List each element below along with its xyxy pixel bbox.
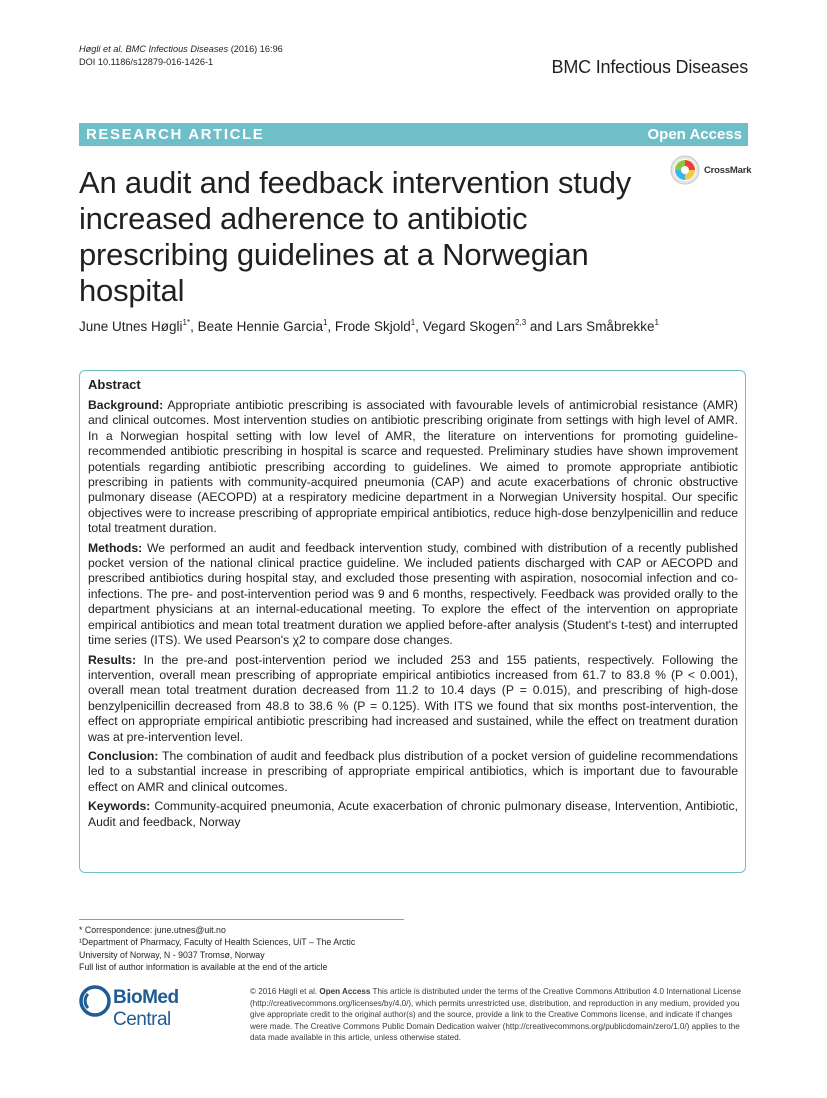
crossmark-label: CrossMark xyxy=(704,165,752,176)
article-type: RESEARCH ARTICLE xyxy=(86,126,265,143)
citation-volume: (2016) 16:96 xyxy=(230,44,283,54)
abstract-methods: Methods: We performed an audit and feedback intervention study, combined with distribution of a recently published pocket version of the national clinical practice guideline. We included patients discharged with CAP or AECOPD and prescribed antibiotics during hospital stay, and excluded those presenting with aspiration, nosocomial infection and co-infections. The pre- and post-intervention period was 9 and 6 months, respectively. Feedback was provided orally to the department physicians at an internal-educational meeting. To explore the effect of the intervention on appropriate empirical antibiotics and mean total treatment duration we applied before-after analysis (Student's t-test) and interrupted time series (ITS). We used Pearson's χ2 to compare dose changes. xyxy=(88,540,738,648)
footnote-divider xyxy=(79,919,404,920)
abstract-box xyxy=(79,370,746,873)
abstract-background: Background: Appropriate antibiotic prescribing is associated with favourable levels of antimicrobial resistance (AMR) and clinical outcomes. Most intervention studies on antibiotic prescribing originate from settings with high level of AMR. In a Norwegian hospital setting with low level of AMR, the literature on interventions for promoting guideline-recommended antibiotic prescribing in hospital is scarce and requested. Preliminary studies have shown improvement potentials regarding antibiotic prescribing according to guidelines. We aimed to promote appropriate antibiotic prescribing in patients with community-acquired pneumonia (CAP) and acute exacerbations of chronic obstructive pulmonary disease (AECOPD) at a respiratory medicine department in a Norwegian University hospital. Our specific objectives were to increase prescribing of appropriate empirical antibiotics, reduce high-dose benzylpenicillin and reduce total treatment duration. xyxy=(88,398,738,536)
author: Frode Skjold$^1$ xyxy=(334,318,416,334)
article-title: An audit and feedback intervention study increased adherence to antibiotic prescribing guidelines at a Norwegian hospital xyxy=(79,165,632,308)
citation-header xyxy=(79,43,283,69)
citation-journal: BMC Infectious Diseases xyxy=(125,44,229,54)
license-text: © 2016 Høgli et al. Open Access This article is distributed under the terms of the Creative Commons Attribution 4.0 International License (http://creativecommons.org/licenses/by/4.0/), which permits unrestricted use, distribution, and reproduction in any medium, provided you give appropriate credit to the original author(s) and the source, provide a link to the Creative Commons license, and indicate if changes were made. The Creative Commons Public Domain Dedication waiver (http://creativecommons.org/publicdomain/zero/1.0/) applies to the data made available in this article, unless otherwise stated. xyxy=(250,987,741,1043)
doi[interactable]: DOI 10.1186/s12879-016-1426-1 xyxy=(79,57,214,67)
citation-authors: Høgli et al. xyxy=(79,44,123,54)
open-access-label[interactable]: Open Access xyxy=(647,126,742,143)
abstract-heading: Abstract xyxy=(88,377,141,392)
journal-name: BMC Infectious Diseases xyxy=(551,57,748,77)
biomed-central-icon xyxy=(79,985,111,1017)
crossmark-badge[interactable] xyxy=(670,155,760,185)
biomed-central-logo[interactable] xyxy=(79,983,239,1030)
author: Vegard Skogen$^{2,3}$ xyxy=(422,318,527,334)
author: June Utnes Høgli$^{1*}$ xyxy=(79,318,191,334)
correspondence[interactable]: * Correspondence: june.utnes@uit.no xyxy=(79,925,226,935)
affiliation-line: ¹Department of Pharmacy, Faculty of Health Sciences, UiT – The Arctic xyxy=(79,937,356,948)
author: Lars Småbrekke$^1$ xyxy=(556,318,659,334)
author-info-note: Full list of author information is available at the end of the article xyxy=(79,961,328,972)
footnotes xyxy=(79,924,355,973)
abstract-keywords: Keywords: Community-acquired pneumonia, Acute exacerbation of chronic pulmonary disease, Intervention, Antibiotic, Audit and feedback, Norway xyxy=(88,799,738,829)
citation-line xyxy=(79,43,283,56)
publisher-name: BioMed Central xyxy=(113,987,179,1030)
author: Beate Hennie Garcia$^1$ xyxy=(197,318,328,334)
author-list: June Utnes Høgli$^{1*}$, Beate Hennie Garcia$^1$, Frode Skjold$^1$, Vegard Skogen$^{2,3}$ and Lars Småbrekke$^1$ xyxy=(79,318,659,334)
affiliation-line: University of Norway, N - 9037 Tromsø, Norway xyxy=(79,949,265,960)
abstract-results: Results: In the pre-and post-intervention period we included 253 and 155 patients, respectively. Following the intervention, overall mean prescribing of appropriate empirical antibiotics increased from 61.7 to 83.8 % (P < 0.001), overall mean total treatment duration decreased from 11.2 to 10.4 days (P = 0.015), and prescribing of high-dose benzylpenicillin decreased from 48.8 to 38.6 % (P = 0.125). With ITS we found that six months post-intervention, the effect on appropriate empirical antibiotic prescribing had increased and sustained, while the effect on treatment duration was at pre-intervention level. xyxy=(88,652,739,744)
article-type-banner xyxy=(79,123,748,146)
crossmark-icon xyxy=(670,155,700,185)
abstract-conclusion: Conclusion: The combination of audit and feedback plus distribution of a pocket version of guideline recommendations led to a substantial increase in prescribing of appropriate empirical antibiotics, which is important due to favourable effect on AMR and clinical outcomes. xyxy=(88,748,738,794)
